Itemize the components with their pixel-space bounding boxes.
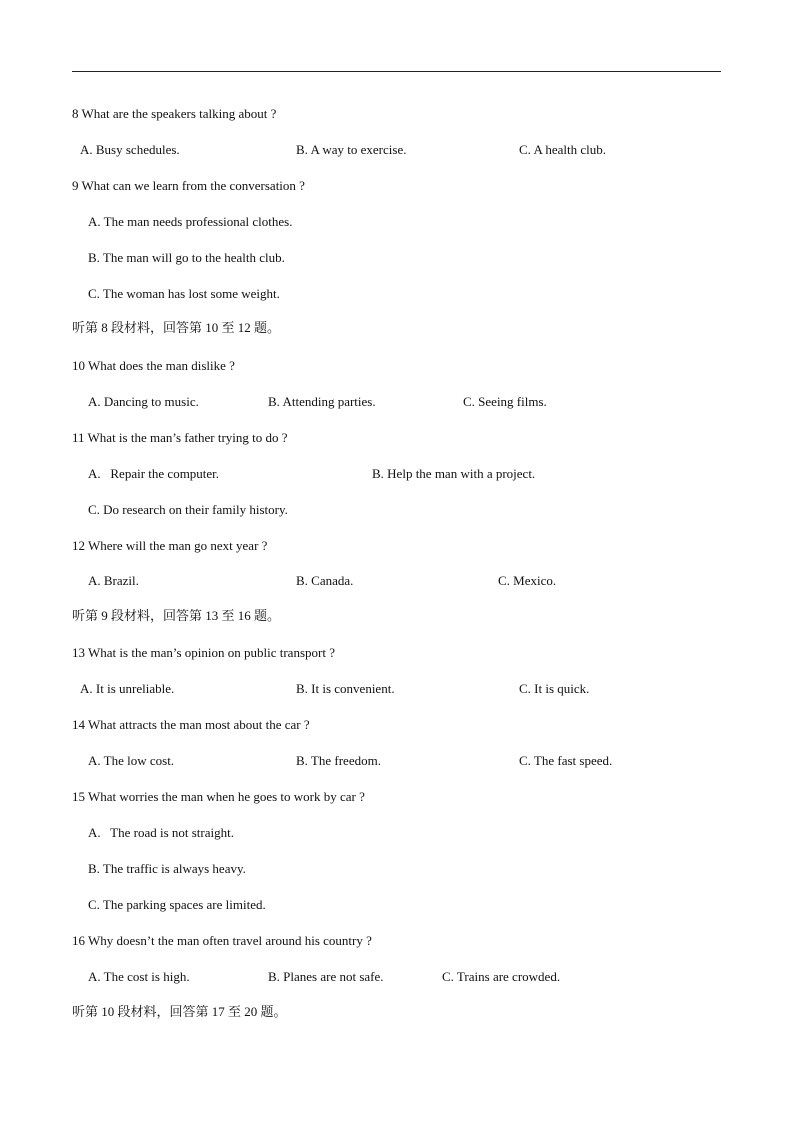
q12-option-a: A. Brazil. [88, 573, 139, 588]
q9-option-c: C. The woman has lost some weight. [88, 286, 280, 301]
q13-option-a: A. It is unreliable. [80, 681, 175, 696]
q15-option-b: B. The traffic is always heavy. [88, 861, 246, 876]
q16-option-c: C. Trains are crowded. [442, 969, 561, 984]
q12-option-c: C. Mexico. [498, 573, 557, 588]
q15-option-c: C. The parking spaces are limited. [88, 897, 266, 912]
question-11-stem: 11 What is the man’s father trying to do ? [72, 430, 288, 445]
q11-option-a: A. Repair the computer. [88, 466, 220, 481]
q13-option-c: C. It is quick. [519, 681, 590, 696]
q10-option-a: A. Dancing to music. [88, 394, 199, 409]
question-8-stem: 8 What are the speakers talking about ? [72, 106, 277, 121]
q16-option-a: A. The cost is high. [88, 969, 190, 984]
q9-option-b: B. The man will go to the health club. [88, 250, 285, 265]
q11-option-b: B. Help the man with a project. [372, 466, 536, 481]
q11-option-c: C. Do research on their family history. [88, 502, 288, 517]
section-instruction: 听第 8 段材料，回答第 10 至 12 题。 [72, 320, 281, 335]
question-9-stem: 9 What can we learn from the conversation ? [72, 178, 305, 193]
section-instruction: 听第 9 段材料，回答第 13 至 16 题。 [72, 608, 281, 623]
q8-option-c: C. A health club. [519, 142, 607, 157]
header-rule [72, 71, 721, 72]
question-13-stem: 13 What is the man’s opinion on public transport ? [72, 645, 335, 660]
q13-option-b: B. It is convenient. [296, 681, 395, 696]
q12-option-b: B. Canada. [296, 573, 354, 588]
question-12-stem: 12 Where will the man go next year ? [72, 538, 268, 553]
q9-option-a: A. The man needs professional clothes. [88, 214, 293, 229]
q14-option-b: B. The freedom. [296, 753, 381, 768]
q14-option-a: A. The low cost. [88, 753, 175, 768]
question-10-stem: 10 What does the man dislike ? [72, 358, 235, 373]
q8-option-b: B. A way to exercise. [296, 142, 407, 157]
section-instruction: 听第 10 段材料，回答第 17 至 20 题。 [72, 1004, 287, 1019]
q16-option-b: B. Planes are not safe. [268, 969, 384, 984]
q10-option-b: B. Attending parties. [268, 394, 376, 409]
question-16-stem: 16 Why doesn’t the man often travel around his country ? [72, 933, 372, 948]
q14-option-c: C. The fast speed. [519, 753, 613, 768]
q10-option-c: C. Seeing films. [463, 394, 547, 409]
question-15-stem: 15 What worries the man when he goes to work by car ? [72, 789, 365, 804]
q15-option-a: A. The road is not straight. [88, 825, 234, 840]
question-14-stem: 14 What attracts the man most about the car ? [72, 717, 310, 732]
q8-option-a: A. Busy schedules. [80, 142, 180, 157]
